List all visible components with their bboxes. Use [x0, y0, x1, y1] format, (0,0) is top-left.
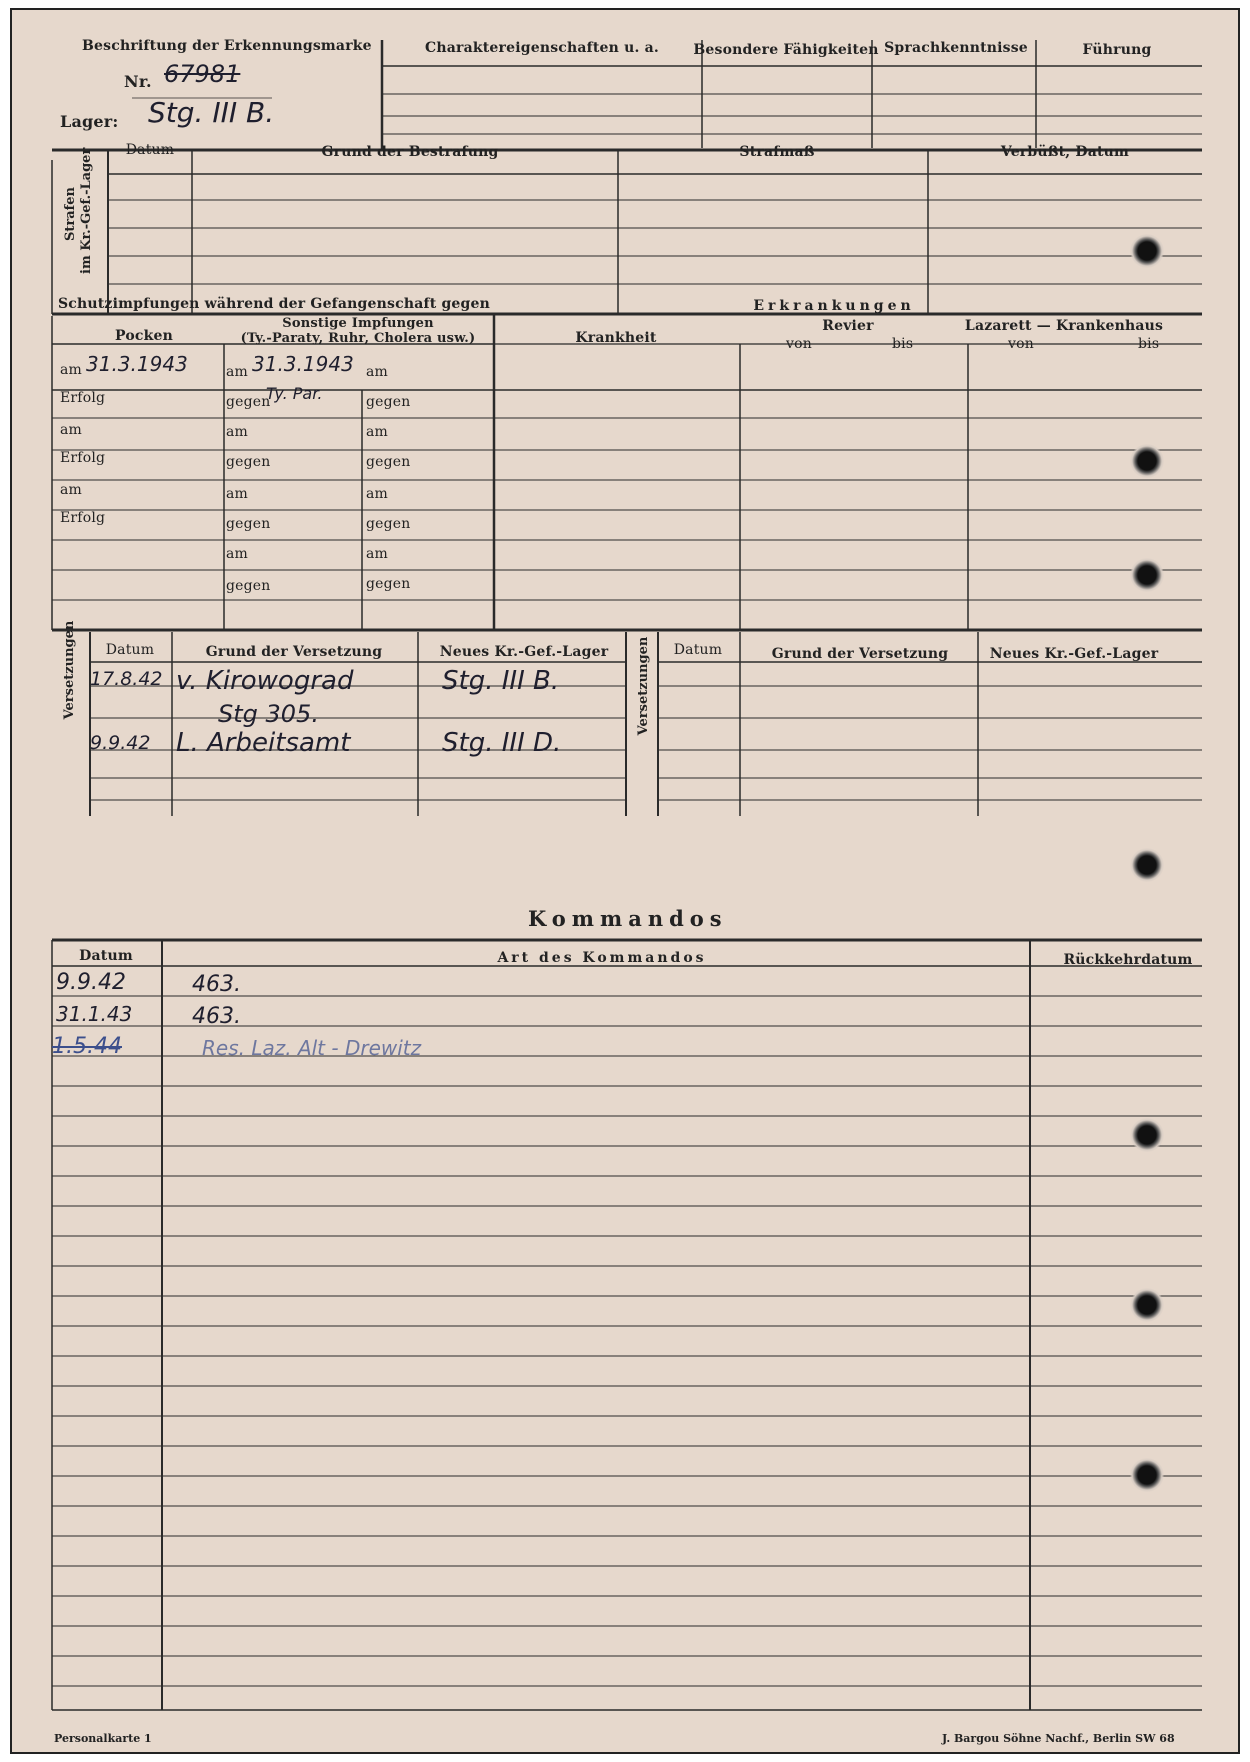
impf-row-3-pocken-label: Erfolg — [60, 450, 106, 466]
impf-row-1-s1-value: Ty. Par. — [266, 384, 323, 403]
vers-0-grund: v. Kirowograd — [176, 666, 354, 696]
personalkarte — [10, 8, 1240, 1754]
vers-2-datum: 9.9.42 — [90, 732, 151, 754]
impf-row-2-pocken-label: am — [60, 422, 83, 438]
vers-left-lager-header: Neues Kr.-Gef.-Lager — [439, 644, 609, 660]
impf-row-6-s1-label: am — [226, 546, 249, 562]
vers-left-grund-header: Grund der Versetzung — [205, 644, 383, 660]
strafmass-header: Strafmaß — [739, 144, 815, 160]
impfungen-title: Schutzimpfungen während der Gefangenschaft gegen — [57, 296, 491, 312]
impf-row-3-s1-label: gegen — [226, 454, 271, 470]
vers-0-lager: Stg. III B. — [442, 666, 560, 696]
kommando-0-art: 463. — [192, 972, 241, 997]
rueckkehrdatum-header: Rückkehrdatum — [1063, 952, 1193, 968]
kommandos-datum-header: Datum — [79, 948, 133, 964]
impf-row-6-s2-label: am — [366, 546, 389, 562]
fuehrung-header: Führung — [1082, 42, 1152, 58]
impf-row-4-pocken-label: am — [60, 482, 83, 498]
pocken-header: Pocken — [115, 328, 173, 344]
revier-bis: bis — [892, 336, 914, 352]
impf-row-0-s1-value: 31.3.1943 — [252, 352, 354, 376]
vers-2-lager: Stg. III D. — [442, 728, 562, 758]
vers-right-lager-header: Neues Kr.-Gef.-Lager — [989, 646, 1159, 662]
nr-label: Nr. — [124, 72, 152, 91]
versetzungen-side-label-right: Versetzungen — [636, 636, 651, 736]
punch-hole — [1130, 1458, 1164, 1492]
strafen-datum-header: Datum — [125, 142, 175, 158]
impf-row-4-s1-label: am — [226, 486, 249, 502]
strafen-grund-header: Grund der Bestrafung — [321, 144, 499, 160]
impf-row-7-s1-label: gegen — [226, 578, 271, 594]
punch-hole — [1130, 1288, 1164, 1322]
impf-row-0-s2-label: am — [366, 364, 389, 380]
lager-value: Stg. III B. — [148, 96, 275, 129]
versetzungen-side-label-left: Versetzungen — [62, 620, 77, 720]
erkennungsmarke-label: Beschriftung der Erkennungsmarke — [82, 38, 372, 54]
vers-right-grund-header: Grund der Versetzung — [771, 646, 949, 662]
lager-label: Lager: — [60, 112, 119, 131]
lazarett-bis: bis — [1138, 336, 1160, 352]
kommando-1-art: 463. — [192, 1004, 241, 1029]
kommandos-title: Kommandos — [528, 906, 728, 931]
impf-row-2-s2-label: am — [366, 424, 389, 440]
charakter-header: Charaktereigenschaften u. a. — [425, 40, 659, 56]
vers-2-grund: L. Arbeitsamt — [176, 728, 351, 758]
punch-hole — [1130, 234, 1164, 268]
impf-row-1-s1-label: gegen — [226, 394, 271, 410]
verbuesst-header: Verbüßt, Datum — [1000, 144, 1130, 160]
kommando-2-art: Res. Laz. Alt - Drewitz — [202, 1036, 422, 1060]
impf-row-5-s1-label: gegen — [226, 516, 271, 532]
form-grid — [12, 10, 1240, 1754]
faehigkeiten-header: Besondere Fähigkeiten — [693, 42, 879, 58]
punch-hole — [1130, 848, 1164, 882]
krankheit-header: Krankheit — [575, 330, 657, 346]
lazarett-von: von — [1008, 336, 1034, 352]
footer-form-id: Personalkarte 1 — [54, 1732, 152, 1745]
sprachen-header: Sprachkenntnisse — [884, 40, 1028, 56]
impf-row-0-s1-label: am — [226, 364, 249, 380]
revier-von: von — [786, 336, 812, 352]
impf-row-4-s2-label: am — [366, 486, 389, 502]
kommandos-art-header: Art des Kommandos — [497, 950, 707, 966]
kommando-1-datum: 31.1.43 — [56, 1002, 133, 1026]
vers-1-grund: Stg 305. — [218, 700, 319, 728]
lazarett-header: Lazarett — Krankenhaus — [964, 318, 1164, 334]
impf-row-5-pocken-label: Erfolg — [60, 510, 106, 526]
impf-row-0-pocken-value: 31.3.1943 — [86, 352, 188, 376]
impf-row-1-s2-label: gegen — [366, 394, 411, 410]
punch-hole — [1130, 1118, 1164, 1152]
vers-left-datum-header: Datum — [105, 642, 155, 658]
impf-row-2-s1-label: am — [226, 424, 249, 440]
impf-row-5-s2-label: gegen — [366, 516, 411, 532]
impf-row-0-pocken-label: am — [60, 362, 83, 378]
punch-hole — [1130, 558, 1164, 592]
impf-row-1-pocken-label: Erfolg — [60, 390, 106, 406]
vers-0-datum: 17.8.42 — [90, 668, 163, 690]
kommando-0-datum: 9.9.42 — [56, 970, 126, 995]
nr-value: 67981 — [164, 60, 241, 88]
sonstige-header: Sonstige Impfungen (Ty.-Paraty, Ruhr, Cholera usw.) — [240, 316, 476, 346]
punch-hole — [1130, 444, 1164, 478]
impf-row-3-s2-label: gegen — [366, 454, 411, 470]
strafen-side-label: Strafen im Kr.-Gef.-Lager — [63, 147, 94, 274]
footer-printer: J. Bargou Söhne Nachf., Berlin SW 68 — [942, 1732, 1175, 1745]
impf-row-7-s2-label: gegen — [366, 576, 411, 592]
revier-header: Revier — [822, 318, 874, 334]
vers-right-datum-header: Datum — [673, 642, 723, 658]
erkrankungen-title: Erkrankungen — [753, 298, 915, 314]
kommando-2-datum: 1.5.44 — [52, 1034, 122, 1059]
